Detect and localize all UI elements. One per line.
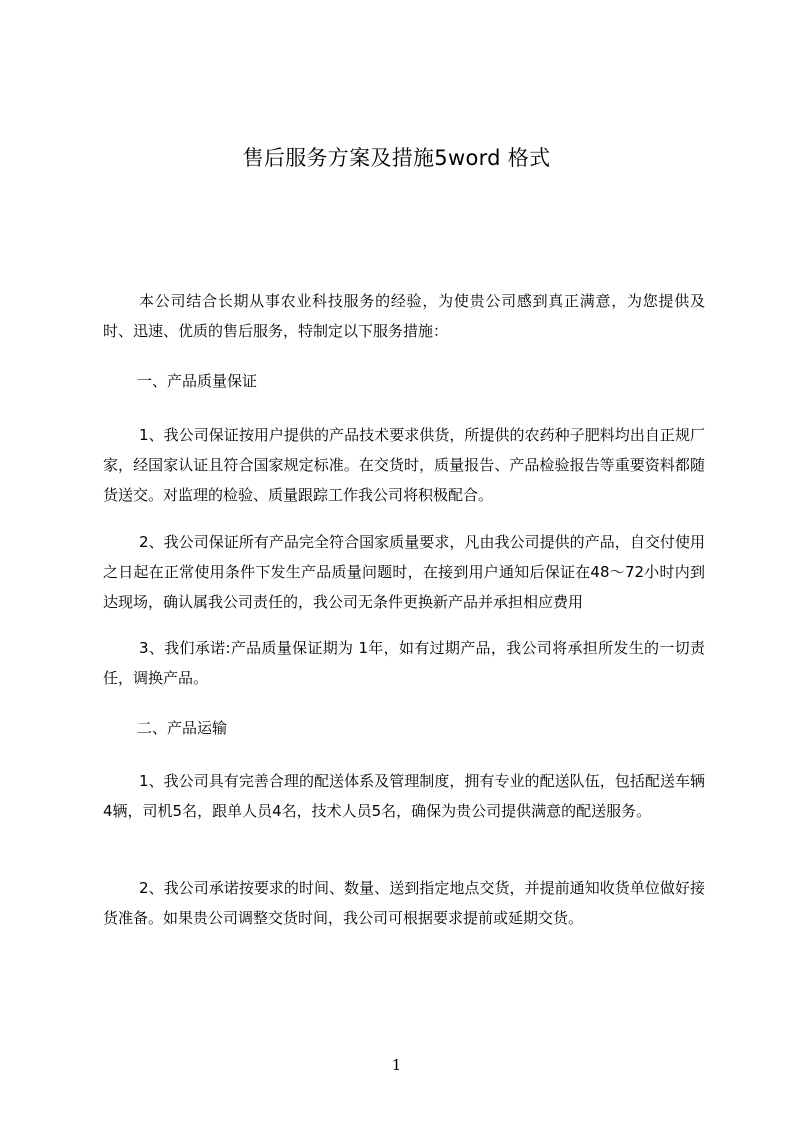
section-heading-transport: 二、产品运输: [137, 719, 228, 737]
quality-item-1: 1、我公司保证按用户提供的产品技术要求供货，所提供的农药种子肥料均出自正规厂家，经国家认证且符合国家规定标准。在交货时，质量报告、产品检验报告等重要资料都随货送交。对监理的检验、质量跟踪工作我公司将积极配合。: [103, 426, 705, 504]
document-title: 售后服务方案及措施5word 格式: [242, 146, 551, 170]
transport-item-1: 1、我公司具有完善合理的配送体系及管理制度，拥有专业的配送队伍，包括配送车辆4辆，司机5名，跟单人员4名，技术人员5名，确保为贵公司提供满意的配送服务。: [103, 772, 705, 820]
quality-item-2: 2、我公司保证所有产品完全符合国家质量要求，凡由我公司提供的产品，自交付使用之日起在正常使用条件下发生产品质量问题时，在接到用户通知后保证在48～72小时内到达现场，确认属我公司责任的，我公司无条件更换新产品并承担相应费用: [103, 533, 705, 611]
intro-paragraph: 本公司结合长期从事农业科技服务的经验，为使贵公司感到真正满意，为您提供及时、迅速、优质的售后服务，特制定以下服务措施：: [103, 292, 705, 340]
quality-item-3: 3、我们承诺:产品质量保证期为 1年，如有过期产品，我公司将承担所发生的一切责任，调换产品。: [103, 639, 705, 687]
transport-item-2: 2、我公司承诺按要求的时间、数量、送到指定地点交货，并提前通知收货单位做好接货准备。如果贵公司调整交货时间，我公司可根据要求提前或延期交货。: [103, 879, 705, 927]
page-number: 1: [391, 1056, 402, 1074]
section-heading-quality: 一、产品质量保证: [137, 372, 258, 390]
